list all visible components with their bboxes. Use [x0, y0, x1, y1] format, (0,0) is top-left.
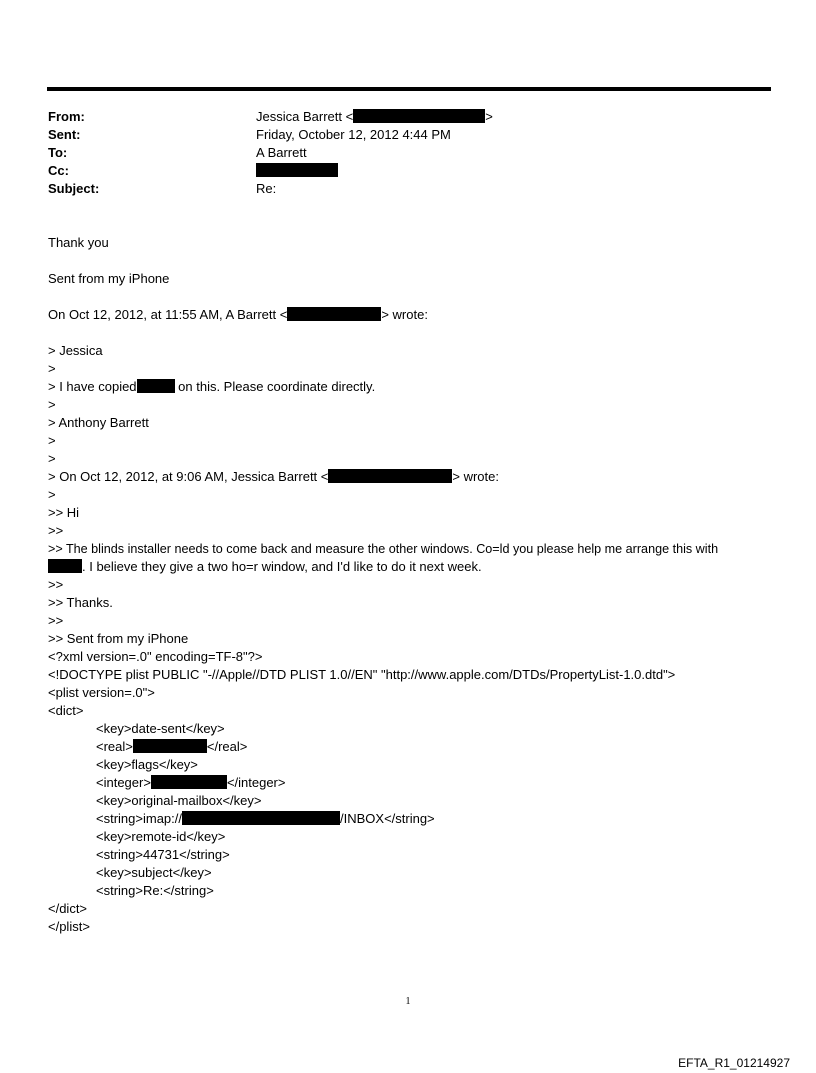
quote-line: >>	[48, 613, 64, 628]
quote-intro-end: > wrote:	[381, 307, 428, 322]
plist-line: <string>44731</string>	[96, 847, 230, 862]
quote-line	[48, 558, 778, 576]
sent-value: Friday, October 12, 2012 4:44 PM	[256, 127, 451, 142]
quote-line: >	[48, 433, 56, 448]
page-number: 1	[405, 996, 411, 1007]
plist-line	[48, 774, 778, 792]
plist-text: </integer>	[226, 775, 286, 790]
body-line: Thank you	[48, 235, 109, 250]
plist-line: <key>original-mailbox</key>	[96, 793, 262, 808]
quote-line: >	[48, 451, 56, 466]
subject-label: Subject:	[48, 181, 100, 196]
from-row	[48, 108, 748, 126]
redaction-block	[328, 469, 452, 483]
quote-line: >> Sent from my iPhone	[48, 631, 189, 646]
from-close: >	[485, 109, 493, 124]
plist-line: <key>subject</key>	[96, 865, 212, 880]
cc-row	[48, 162, 748, 180]
subject-row	[48, 180, 748, 198]
quote-line: >	[48, 397, 56, 412]
plist-text: <integer>	[96, 775, 151, 790]
quote-text: . I believe they give a two ho=r window, and I'd like to do it next week.	[82, 559, 482, 574]
redaction-block	[151, 775, 227, 789]
document-id: EFTA_R1_01214927	[678, 1056, 790, 1070]
plist-line: <dict>	[48, 703, 84, 718]
plist-text: <real>	[96, 739, 133, 754]
quote-line	[48, 378, 778, 396]
plist-line: <key>remote-id</key>	[96, 829, 226, 844]
redaction-block	[182, 811, 340, 825]
to-value: A Barrett	[256, 145, 307, 160]
plist-line: <?xml version=.0" encoding=TF-8"?>	[48, 649, 263, 664]
quote-text: > I have copied	[48, 379, 137, 394]
to-label: To:	[48, 145, 68, 160]
body-signature: Sent from my iPhone	[48, 271, 170, 286]
quote-intro	[48, 306, 778, 324]
redaction-block	[256, 163, 338, 177]
quote-line	[48, 468, 778, 486]
quote-line: >	[48, 487, 56, 502]
plist-text: <string>imap://	[96, 811, 182, 826]
plist-line: <!DOCTYPE plist PUBLIC "-//Apple//DTD PLIST 1.0//EN" "http://www.apple.com/DTDs/PropertyList-1.0.dtd">	[48, 667, 676, 682]
plist-text: /INBOX</string>	[340, 811, 435, 826]
plist-text: </real>	[206, 739, 248, 754]
quote-text: > wrote:	[452, 469, 499, 484]
from-name: Jessica Barrett <	[256, 109, 354, 124]
redaction-block	[137, 379, 175, 393]
quote-text: > On Oct 12, 2012, at 9:06 AM, Jessica Barrett <	[48, 469, 329, 484]
from-value	[256, 108, 493, 126]
quote-line: >	[48, 361, 56, 376]
quote-line: >> The blinds installer needs to come back and measure the other windows. Co=ld you please help me arrange this with	[48, 542, 719, 556]
quote-line: >>	[48, 523, 64, 538]
redaction-block	[353, 109, 485, 123]
redaction-block	[133, 739, 207, 753]
quote-line: >> Thanks.	[48, 595, 113, 610]
quote-line: >> Hi	[48, 505, 80, 520]
cc-value	[256, 162, 338, 180]
plist-line: </dict>	[48, 901, 88, 916]
sent-row	[48, 126, 748, 144]
quote-text: on this. Please coordinate directly.	[174, 379, 376, 394]
subject-value: Re:	[256, 181, 277, 196]
email-header	[48, 108, 748, 198]
email-body	[48, 234, 778, 936]
plist-line	[48, 810, 778, 828]
quote-line: > Anthony Barrett	[48, 415, 149, 430]
plist-line: <key>date-sent</key>	[96, 721, 225, 736]
redaction-block	[48, 559, 82, 573]
quote-line: >>	[48, 577, 64, 592]
to-row	[48, 144, 748, 162]
quote-intro-text: On Oct 12, 2012, at 11:55 AM, A Barrett <	[48, 307, 288, 322]
quote-line: > Jessica	[48, 343, 103, 358]
sent-label: Sent:	[48, 127, 81, 142]
header-rule	[47, 87, 771, 91]
plist-line: </plist>	[48, 919, 90, 934]
plist-line	[48, 738, 778, 756]
plist-line: <plist version=.0">	[48, 685, 155, 700]
plist-line: <key>flags</key>	[96, 757, 198, 772]
plist-line: <string>Re:</string>	[96, 883, 214, 898]
from-label: From:	[48, 109, 85, 124]
cc-label: Cc:	[48, 163, 69, 178]
redaction-block	[287, 307, 381, 321]
